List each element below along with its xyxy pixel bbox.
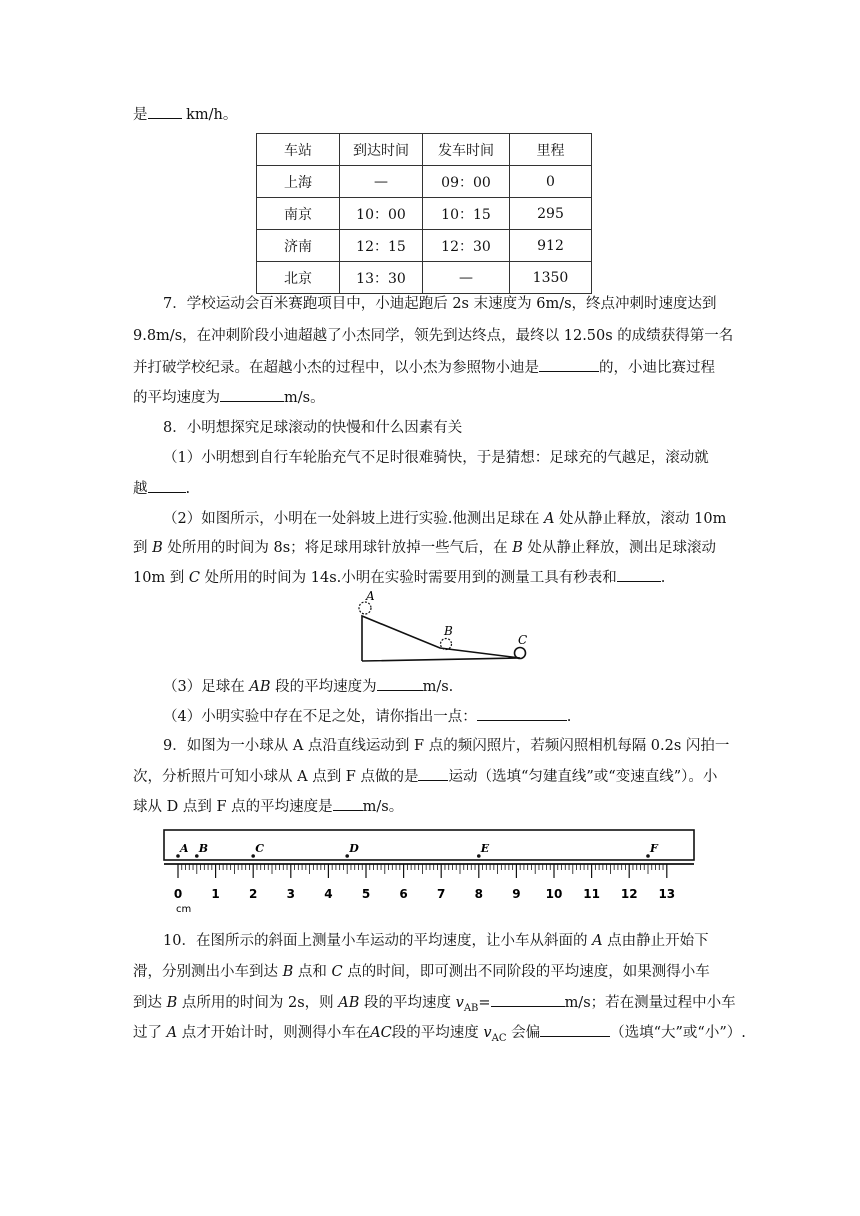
q7-text: m/s。 — [284, 390, 325, 406]
answer-blank — [148, 104, 182, 119]
table-cell: 12：30 — [423, 230, 510, 262]
ruler-tick-label: 3 — [286, 887, 295, 901]
q9-line-3 — [133, 796, 403, 817]
table-row — [257, 262, 592, 294]
q8-p4-line — [163, 706, 571, 727]
ruler-tick-label: 4 — [324, 887, 333, 901]
answer-blank — [539, 357, 599, 372]
q8-text: . — [185, 481, 191, 497]
slope-figure — [350, 586, 535, 666]
q10-line-2 — [133, 962, 710, 982]
answer-blank — [148, 478, 186, 493]
ball-point-label: E — [480, 842, 490, 855]
table-cell: 济南 — [257, 230, 340, 262]
ruler-tick-label: 13 — [658, 887, 676, 901]
intro-line — [133, 104, 237, 125]
q10-line-3 — [133, 992, 736, 1019]
header-cell: 里程 — [510, 134, 592, 166]
q7-line-1: 7．学校运动会百米赛跑项目中，小迪起跑后 2s 末速度为 6m/s，终点冲刺时速度达到 — [163, 296, 717, 312]
q8-text: m/s. — [422, 679, 454, 695]
q9-text: 次，分析照片可知小球从 A 点到 F 点做的是 — [133, 769, 419, 785]
q10-text: = — [478, 995, 491, 1011]
table-cell: — — [423, 262, 510, 294]
q10-line-1 — [163, 931, 709, 951]
q10-var: A — [166, 1025, 178, 1041]
q9-text: 运动（选填“匀建直线”或“变速直线”）。小 — [448, 769, 718, 785]
q8-text: 处从静止释放，测出足球滚动 — [522, 540, 717, 556]
table-cell: 12：15 — [340, 230, 423, 262]
q8-text: 10m 到 — [133, 570, 189, 586]
ruler-points — [176, 842, 659, 858]
q8-var: C — [188, 570, 201, 586]
fig-label-c: C — [518, 633, 528, 647]
q8-var: AB — [249, 679, 271, 695]
q10-text: 滑，分别测出小车到达 — [133, 964, 283, 980]
table-cell: 南京 — [257, 198, 340, 230]
q8-text: . — [566, 709, 572, 725]
q10-text: （选填“大”或“小”）. — [610, 1025, 746, 1041]
ruler-tick-label: 0 — [173, 887, 183, 901]
q10-text: 段的平均速度 — [391, 1025, 484, 1041]
photo-strip — [164, 830, 694, 860]
intro-prefix: 是 — [133, 107, 148, 123]
table-cell: 10：00 — [340, 198, 423, 230]
q10-var: v — [483, 1025, 492, 1041]
q10-text: 到达 — [133, 995, 167, 1011]
header-cell: 车站 — [257, 134, 340, 166]
table-cell: 上海 — [257, 166, 340, 198]
q8-text: 越 — [133, 481, 148, 497]
ruler-tick-label: 8 — [474, 887, 483, 901]
ball-point-label: F — [650, 842, 658, 855]
q8-text: （2）如图所示，小明在一处斜坡上进行实验.他测出足球在 — [163, 511, 544, 527]
table-cell: 北京 — [257, 262, 340, 294]
answer-blank — [617, 567, 661, 582]
q10-var: A — [592, 933, 603, 949]
q8-p1-line-1: （1）小明想到自行车轮胎充气不足时很难骑快，于是猜想：足球充的气越足，滚动就 — [163, 450, 709, 466]
answer-blank — [540, 1022, 610, 1037]
q8-text: 段的平均速度为 — [270, 679, 377, 695]
q8-text: （3）足球在 — [163, 679, 250, 695]
q8-text: . — [660, 570, 666, 586]
q8-title: 8．小明想探究足球滚动的快慢和什么因素有关 — [163, 420, 463, 436]
q8-var: B — [512, 540, 523, 556]
ruler-tick-label: 6 — [399, 887, 408, 901]
ball-point-label: C — [255, 842, 264, 855]
q8-text: 到 — [133, 540, 153, 556]
q8-var: B — [152, 540, 163, 556]
q8-p2-line-2 — [133, 538, 716, 558]
q8-p2-line-1 — [163, 509, 726, 529]
q8-var: A — [543, 511, 555, 527]
q9-text: 球从 D 点到 F 点的平均速度是 — [133, 799, 333, 815]
q10-var: AB — [338, 995, 360, 1011]
q10-text: 过了 — [133, 1025, 167, 1041]
answer-blank — [377, 676, 423, 691]
q10-text: 10．在图所示的斜面上测量小车运动的平均速度，让小车从斜面的 — [163, 933, 593, 949]
ball-point-label: B — [198, 842, 209, 855]
ruler-tick-label: 12 — [620, 887, 638, 901]
ball-point-label: A — [180, 842, 189, 855]
ruler-tick-label: 2 — [249, 887, 258, 901]
q7-line-2: 9.8m/s，在冲刺阶段小迪超越了小杰同学，领先到达终点，最终以 12.50s 的成绩获得第一名 — [133, 328, 734, 344]
q10-var: C — [331, 964, 343, 980]
table-header-row — [257, 134, 592, 166]
q7-text: 并打破学校纪录。在超越小杰的过程中，以小杰为参照物小迪是 — [133, 360, 539, 376]
answer-blank — [220, 387, 284, 402]
table-cell: 0 — [510, 166, 592, 198]
q10-sub: AC — [491, 1032, 507, 1044]
fig-label-b: B — [444, 624, 453, 638]
q10-var: AC — [370, 1025, 392, 1041]
q10-text: 点的时间，即可测出不同阶段的平均速度，如果测得小车 — [342, 964, 710, 980]
table-row — [257, 198, 592, 230]
table-cell: 912 — [510, 230, 592, 262]
q8-text: 处所用的时间为 8s；将足球用球针放掉一些气后，在 — [162, 540, 513, 556]
table-cell: 09：00 — [423, 166, 510, 198]
ball-point-label: D — [349, 842, 359, 855]
q8-p3-line — [163, 676, 453, 697]
table-cell: 13：30 — [340, 262, 423, 294]
ruler-tick-label: 5 — [361, 887, 371, 901]
answer-blank — [333, 796, 363, 811]
q9-line-1: 9．如图为一小球从 A 点沿直线运动到 F 点的频闪照片，若频闪照相机每隔 0.2s 闪拍一 — [163, 738, 730, 754]
q10-text: 会偏 — [506, 1025, 541, 1041]
ruler-tick-label: 11 — [583, 887, 600, 901]
table-cell: 10：15 — [423, 198, 510, 230]
q8-text: 处从静止释放，滚动 10m — [554, 511, 727, 527]
ruler-ticks — [174, 864, 675, 901]
ball-a-icon — [359, 602, 371, 614]
q9-line-2 — [133, 766, 717, 787]
fig-label-a: A — [366, 589, 375, 603]
q9-text: m/s。 — [362, 799, 404, 815]
q8-text: 处所用的时间为 14s.小明在实验时需要用到的测量工具有秒表和 — [200, 570, 617, 586]
q10-sub: AB — [463, 1002, 479, 1014]
q10-text: 点和 — [293, 964, 332, 980]
header-cell: 到达时间 — [340, 134, 423, 166]
q7-line-3 — [133, 357, 715, 378]
ruler-unit: cm — [176, 904, 192, 915]
table-row — [257, 230, 592, 262]
q10-var: B — [282, 964, 294, 980]
q10-text: 段的平均速度 — [359, 995, 456, 1011]
q8-p1-line-2 — [133, 478, 190, 499]
train-timetable — [256, 133, 592, 294]
q10-var: B — [166, 995, 178, 1011]
ruler-figure — [160, 826, 700, 916]
q8-p2-line-3 — [133, 567, 665, 588]
table-row — [257, 166, 592, 198]
table-cell: 1350 — [510, 262, 592, 294]
q7-text: 的平均速度为 — [133, 390, 220, 406]
q7-line-4 — [133, 387, 325, 408]
q10-line-4 — [133, 1022, 746, 1049]
q10-text: 点由静止开始下 — [602, 933, 709, 949]
q10-text: 点所用的时间为 2s，则 — [177, 995, 339, 1011]
q8-text: （4）小明实验中存在不足之处，请你指出一点： — [163, 709, 477, 725]
ruler-tick-label: 10 — [545, 887, 563, 901]
header-cell: 发车时间 — [423, 134, 510, 166]
q7-text: 的，小迪比赛过程 — [599, 360, 715, 376]
q10-text: 点才开始计时，则测得小车在 — [177, 1025, 371, 1041]
table-cell: 295 — [510, 198, 592, 230]
ball-c-icon — [515, 648, 526, 659]
q10-var: v — [455, 995, 464, 1011]
ruler-tick-label: 1 — [211, 887, 220, 901]
slope-outline — [362, 616, 520, 661]
answer-blank — [418, 766, 448, 781]
table-cell: — — [340, 166, 423, 198]
intro-unit: km/h。 — [181, 107, 238, 123]
answer-blank — [477, 706, 567, 721]
answer-blank — [491, 992, 565, 1007]
ruler-tick-label: 7 — [437, 887, 446, 901]
q10-text: m/s；若在测量过程中小车 — [564, 995, 736, 1011]
ruler-tick-label: 9 — [512, 887, 521, 901]
